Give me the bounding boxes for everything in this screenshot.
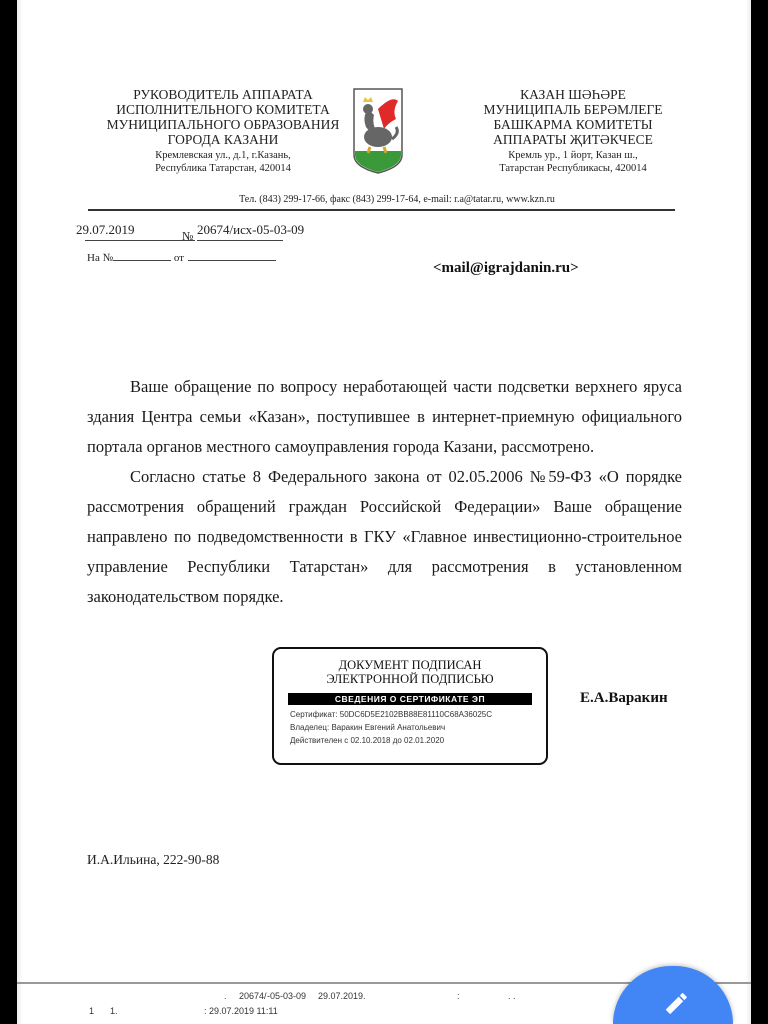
next-page-text: : 29.07.2019 11:11 (204, 1006, 278, 1016)
registration-date: 29.07.2019 (76, 222, 135, 237)
pencil-icon (657, 992, 689, 1024)
next-page-text: . (224, 991, 227, 1001)
next-page-text: : (457, 991, 460, 1001)
page-edge-left (17, 0, 23, 1024)
stamp-validity: Действителен с 02.10.2018 до 02.01.2020 (290, 736, 445, 745)
stamp-title-line: ДОКУМЕНТ ПОДПИСАН (338, 658, 482, 672)
number-sign: № (182, 229, 194, 243)
address-line: Республика Татарстан, 420014 (155, 163, 291, 174)
stamp-title (274, 658, 546, 686)
letterhead-left-line: ГОРОДА КАЗАНИ (167, 132, 279, 147)
registration-date-underline (85, 240, 195, 241)
letterhead-left (93, 87, 353, 175)
reference-label: На № (87, 252, 114, 264)
letterhead-right-line: АППАРАТЫ ҖИТӘКЧЕСЕ (493, 132, 653, 147)
body-paragraph: Согласно статье 8 Федерального закона от 02.05.2006 №59-ФЗ «О порядке рассмотрения обращений граждан Российской Федерации» Ваше обращение направлено по подведомственности в ГКУ «Главное инвестиционно-строительное управление Республики Татарстан» для рассмотрения в установленном законодательством порядке. (87, 467, 682, 606)
address-line: Кремль ур., 1 йорт, Казан ш., (508, 150, 638, 161)
edit-fab-button[interactable] (613, 966, 733, 1024)
letterhead-right-line: МУНИЦИПАЛЬ БЕРӘМЛЕГЕ (483, 102, 663, 117)
stamp-title-line: ЭЛЕКТРОННОЙ ПОДПИСЬЮ (326, 672, 494, 686)
body-paragraph: Ваше обращение по вопросу неработающей части подсветки верхнего яруса здания Центра семьи «Казан», поступившее в интернет-приемную официального портала органов местного самоуправления города Казани, рассмотрено. (87, 377, 682, 456)
letterhead-right-line: БАШКАРМА КОМИТЕТЫ (493, 117, 653, 132)
letterhead-right (453, 87, 693, 175)
next-page-text: 29.07.2019. (318, 991, 366, 1001)
reference-date-blank (188, 250, 276, 261)
letterhead-left-address (93, 149, 353, 175)
address-line: Татарстан Республикасы, 420014 (499, 163, 647, 174)
coat-of-arms-icon (352, 87, 404, 175)
reference-from-label: от (173, 252, 184, 264)
signer-name: Е.А.Варакин (580, 690, 668, 706)
letterhead-left-line: МУНИЦИПАЛЬНОГО ОБРАЗОВАНИЯ (106, 117, 340, 132)
letter-body (87, 372, 682, 612)
recipient-address: <mail@igrajdanin.ru> (433, 260, 579, 276)
contacts-line: Тел. (843) 299-17-66, факс (843) 299-17-64, e-mail: r.a@tatar.ru, www.kzn.ru (239, 194, 555, 205)
registration-number-underline (197, 240, 283, 241)
registration-number: 20674/исх-05-03-09 (197, 222, 305, 237)
reference-number-blank (113, 250, 171, 261)
letterhead-right-address (453, 149, 693, 175)
letterhead-left-line: РУКОВОДИТЕЛЬ АППАРАТА (133, 87, 313, 102)
letterhead-left-line: ИСПОЛНИТЕЛЬНОГО КОМИТЕТА (116, 102, 330, 117)
letterhead-divider (88, 209, 675, 211)
reference-line (87, 250, 276, 264)
stamp-certificate: Сертификат: 50DC6D5E2102BB88E81110C68A36025C (290, 710, 493, 719)
stamp-owner: Владелец: Варакин Евгений Анатольевич (290, 723, 446, 732)
next-page-text: -05-03-09 (267, 991, 307, 1001)
next-page-text: 1. (110, 1006, 118, 1016)
next-page-text: 1 (89, 1006, 95, 1016)
letterhead-right-line: КАЗАН ШӘҺӘРЕ (520, 87, 626, 102)
stamp-certificate-bar: СВЕДЕНИЯ О СЕРТИФИКАТЕ ЭП (288, 693, 532, 705)
address-line: Кремлевская ул., д.1, г.Казань, (155, 150, 291, 161)
stamp-details (274, 708, 546, 747)
page-edge-right (745, 0, 751, 1024)
executor-contact: И.А.Ильина, 222-90-88 (87, 852, 220, 867)
electronic-signature-stamp (272, 647, 548, 765)
next-page-text: . . (508, 991, 516, 1001)
next-page-text: 20674/ (239, 991, 267, 1001)
document-viewer[interactable] (17, 0, 751, 1024)
